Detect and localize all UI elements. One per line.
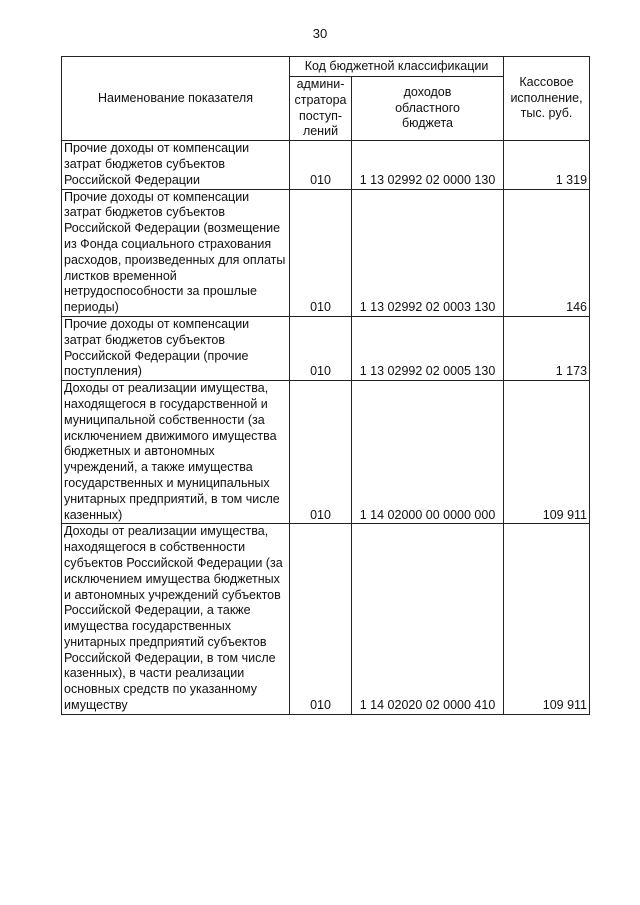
table-row	[62, 141, 590, 189]
administrator-code-cell: 010	[290, 141, 352, 189]
cash-amount-cell: 1 319	[504, 141, 590, 189]
page-number: 30	[312, 26, 328, 41]
table-row	[62, 189, 590, 316]
income-code-cell: 1 13 02992 02 0005 130	[352, 316, 504, 380]
cash-amount-cell: 109 911	[504, 524, 590, 715]
indicator-name-cell: Прочие доходы от компенсации затрат бюджетов субъектов Российской Федерации	[62, 141, 290, 189]
header-indicator-name: Наименование показателя	[62, 57, 290, 141]
table-row	[62, 316, 590, 380]
budget-table	[61, 56, 590, 715]
table-row	[62, 381, 590, 524]
header-budget-classification-code: Код бюджетной классификации	[290, 57, 504, 77]
header-regional-budget-income: доходов областного бюджета	[352, 77, 504, 141]
indicator-name-cell: Прочие доходы от компенсации затрат бюджетов субъектов Российской Федерации (прочие поступления)	[62, 316, 290, 380]
income-code-cell: 1 13 02992 02 0000 130	[352, 141, 504, 189]
header-cash-execution: Кассовое исполнение, тыс. руб.	[504, 57, 590, 141]
indicator-name-cell: Доходы от реализации имущества, находящегося в государственной и муниципальной собственности (за исключением движимого имущества бюджетных и автономных учреждений, а также имущества государственных и муниципальных унитарных предприятий, в том числе казенных)	[62, 381, 290, 524]
income-code-cell: 1 14 02020 02 0000 410	[352, 524, 504, 715]
administrator-code-cell: 010	[290, 524, 352, 715]
indicator-name-cell: Доходы от реализации имущества, находящегося в собственности субъектов Российской Федерации (за исключением имущества бюджетных и автономных учреждений субъектов Российской Федерации, а также имущества государственных унитарных предприятий субъектов Российской Федерации, в том числе казенных), в части реализации основных средств по указанному имуществу	[62, 524, 290, 715]
administrator-code-cell: 010	[290, 381, 352, 524]
income-code-cell: 1 13 02992 02 0003 130	[352, 189, 504, 316]
header-revenue-administrator: админи- стратора поступ- лений	[290, 77, 352, 141]
income-code-cell: 1 14 02000 00 0000 000	[352, 381, 504, 524]
cash-amount-cell: 1 173	[504, 316, 590, 380]
indicator-name-cell: Прочие доходы от компенсации затрат бюджетов субъектов Российской Федерации (возмещение из Фонда социального страхования расходов, произведенных для оплаты листков временной нетрудоспособности за прошлые периоды)	[62, 189, 290, 316]
cash-amount-cell: 109 911	[504, 381, 590, 524]
table-row	[62, 524, 590, 715]
cash-amount-cell: 146	[504, 189, 590, 316]
administrator-code-cell: 010	[290, 189, 352, 316]
administrator-code-cell: 010	[290, 316, 352, 380]
